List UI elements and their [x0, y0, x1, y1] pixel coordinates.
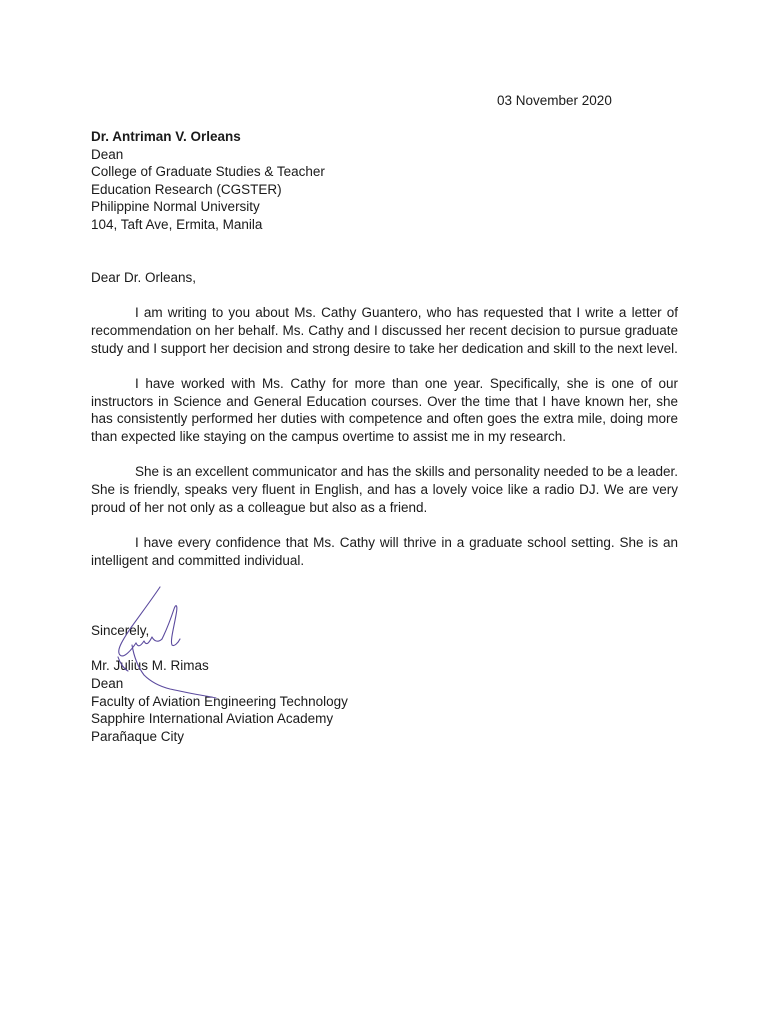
signer-affiliation-line: Faculty of Aviation Engineering Technology: [91, 693, 348, 709]
recipient-title: Dean: [91, 146, 124, 162]
signer-affiliation-line: Sapphire International Aviation Academy: [91, 711, 334, 727]
closing: Sincerely,: [91, 623, 150, 638]
recipient-address-line: 104, Taft Ave, Ermita, Manila: [91, 216, 263, 232]
letter-date: 03 November 2020: [497, 93, 612, 108]
recipient-name: Dr. Antriman V. Orleans: [91, 129, 241, 144]
handwritten-signature: [108, 585, 218, 700]
recipient-block: [91, 128, 691, 234]
signature-strokes: [118, 587, 216, 698]
signer-name: Mr. Julius M. Rimas: [91, 658, 209, 673]
body-paragraph: I am writing to you about Ms. Cathy Guantero, who has requested that I write a letter of recommendation on her behalf. Ms. Cathy and I discussed her recent decision to pursue graduate study and I support her decision and strong desire to take her dedication and skill to the next level.: [91, 305, 678, 356]
recipient-address-line: Education Research (CGSTER): [91, 181, 282, 197]
letter-body: [91, 304, 678, 587]
body-paragraph: She is an excellent communicator and has the skills and personality needed to be a leader. She is friendly, speaks very fluent in English, and has a lovely voice like a radio DJ. We are very proud of her not only as a colleague but also as a friend.: [91, 464, 678, 515]
body-paragraph: I have worked with Ms. Cathy for more than one year. Specifically, she is one of our instructors in Science and General Education courses. Over the time that I have known her, she has consistently performed her duties with competence and often goes the extra mile, doing more than expected like staying on the campus overtime to assist me in my research.: [91, 375, 678, 444]
signer-title: Dean: [91, 675, 124, 691]
body-paragraph: I have every confidence that Ms. Cathy will thrive in a graduate school setting. She is an intelligent and committed individual.: [91, 535, 678, 568]
salutation: Dear Dr. Orleans,: [91, 270, 197, 285]
recipient-address-line: Philippine Normal University: [91, 199, 260, 215]
signer-affiliation-line: Parañaque City: [91, 729, 185, 745]
recipient-address-line: College of Graduate Studies & Teacher: [91, 164, 325, 180]
